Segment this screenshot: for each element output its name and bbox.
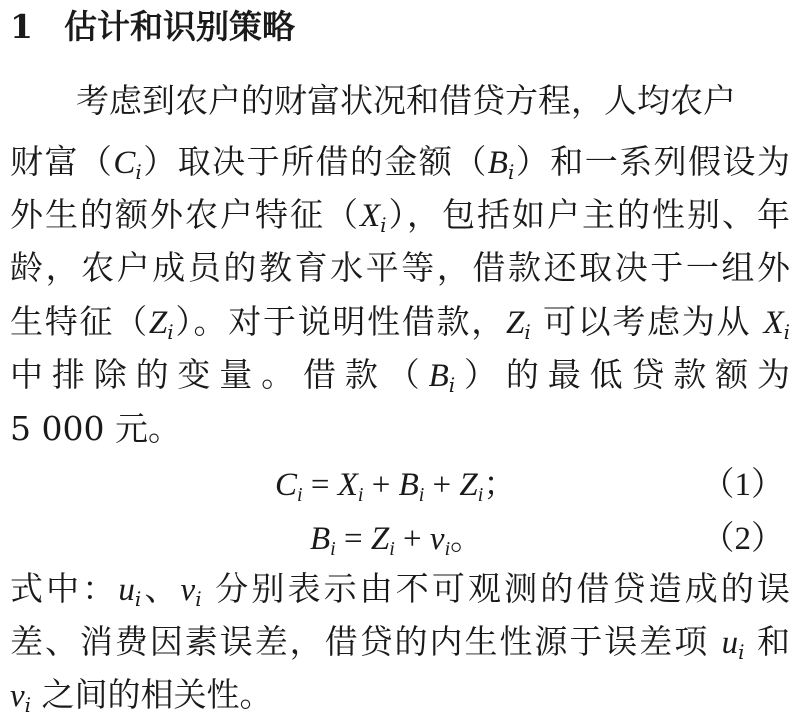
paragraph-line	[10, 137, 790, 187]
paragraph-line	[10, 297, 790, 347]
text-run: 可以考虑为从	[530, 302, 764, 341]
paragraph-line	[10, 350, 790, 400]
equation-2: $B_i = Z_i + v_i$。	[310, 521, 484, 560]
equation-1: $C_i = X_i + B_i + Z_i$；	[275, 467, 517, 506]
math-subscript: i	[507, 160, 515, 184]
math-subscript: i	[167, 320, 174, 344]
equation-number-2: （2）	[701, 521, 784, 557]
paragraph-line	[10, 670, 790, 720]
text-run: 中排除的变量。借款（	[10, 355, 429, 394]
math-subscript: i	[195, 587, 202, 611]
math-subscript: i	[134, 587, 142, 611]
math-symbol: B	[487, 145, 508, 181]
math-symbol: u	[118, 572, 135, 608]
math-symbol: Z	[505, 305, 525, 341]
paragraph-line	[10, 190, 790, 240]
math-symbol: v	[10, 678, 25, 714]
text-run: ）取决于所借的金额（	[141, 142, 488, 181]
text-run: 龄，农户成员的教育水平等，借款还取决于一组外	[10, 248, 790, 287]
math-subscript: i	[783, 320, 791, 344]
text-run: 、	[141, 569, 181, 608]
section-heading	[10, 2, 295, 52]
math-symbol: X	[763, 305, 784, 341]
text-run: 分别表示由不可观测的借贷造成的误	[201, 569, 791, 608]
section-title: 估计和识别策略	[64, 7, 295, 46]
paragraph-line	[10, 564, 790, 614]
paragraph-line	[10, 404, 790, 454]
math-symbol: u	[721, 625, 739, 661]
paragraph-line	[10, 76, 790, 126]
paragraph-line	[10, 617, 790, 667]
math-subscript: i	[524, 320, 531, 344]
math-subscript: i	[135, 160, 142, 184]
text-run: 生特征（	[10, 302, 149, 341]
math-symbol: B	[428, 358, 449, 394]
section-number: 1	[10, 7, 33, 46]
text-run: 外生的额外农户特征（	[10, 195, 360, 234]
text-run: 考虑到农户的财富状况和借贷方程，人均农户	[76, 81, 736, 120]
math-subscript: i	[380, 213, 387, 237]
text-run: ）。对于说明性借款，	[173, 302, 506, 341]
text-run: ）和一系列假设为	[514, 142, 791, 181]
paragraph-line	[10, 243, 790, 293]
math-symbol: Z	[148, 305, 168, 341]
text-run: ），包括如户主的性别、年	[386, 195, 791, 234]
math-subscript: i	[448, 373, 456, 397]
math-subscript: i	[24, 693, 32, 717]
math-symbol: X	[359, 198, 381, 234]
text-run: 差、消费因素误差，借贷的内生性源于误差项	[10, 622, 722, 661]
text-run: 5 000 元。	[10, 409, 181, 448]
equation-number-1: （1）	[701, 467, 784, 503]
text-run: 财富（	[10, 142, 114, 181]
text-run: 式中：	[10, 569, 119, 608]
text-run: ）的最低贷款额为	[455, 355, 791, 394]
math-symbol: C	[113, 145, 136, 181]
math-subscript: i	[738, 640, 745, 664]
text-run: 和	[744, 622, 790, 661]
text-run: 之间的相关性。	[31, 675, 273, 714]
math-symbol: v	[180, 572, 196, 608]
